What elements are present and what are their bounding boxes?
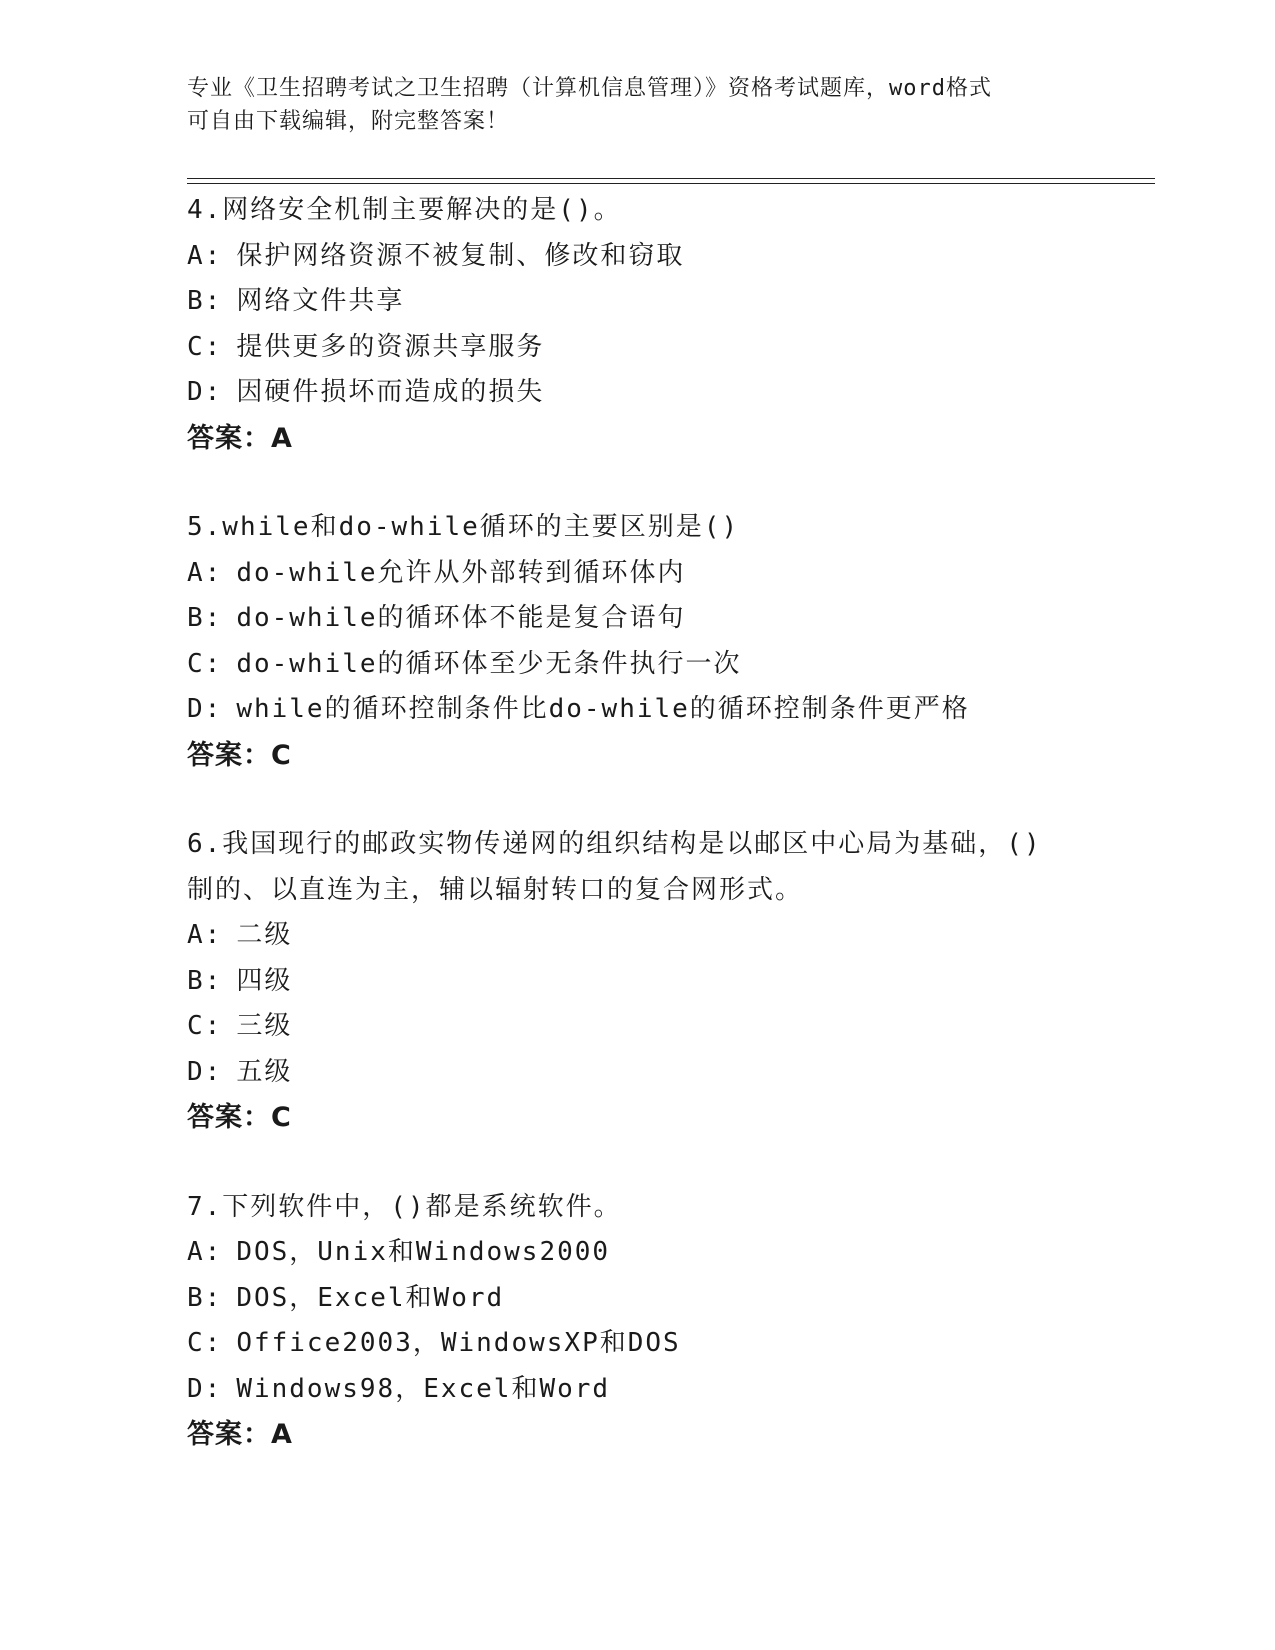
question-5 bbox=[187, 505, 1147, 778]
option-text: 二级 bbox=[236, 920, 293, 950]
option-text: Office2003，WindowsXP和DOS bbox=[236, 1328, 681, 1358]
option-key: D: bbox=[187, 1056, 223, 1087]
option-text: Windows98，Excel和Word bbox=[236, 1373, 611, 1404]
option-key: A: bbox=[187, 240, 223, 271]
question-list bbox=[187, 188, 1147, 1502]
option-key: D: bbox=[187, 1373, 223, 1404]
option-key: C: bbox=[187, 648, 223, 679]
option-c bbox=[187, 642, 1147, 688]
question-6 bbox=[187, 822, 1147, 1141]
answer-line: 答案：A bbox=[187, 1419, 293, 1450]
option-text: 三级 bbox=[236, 1011, 293, 1041]
option-text: do-while的循环体至少无条件执行一次 bbox=[236, 648, 742, 679]
option-text: 保护网络资源不被复制、修改和窃取 bbox=[236, 240, 685, 271]
option-text: 网络文件共享 bbox=[236, 286, 405, 316]
answer-line: 答案：C bbox=[187, 739, 292, 771]
option-key: C: bbox=[187, 331, 223, 362]
option-c bbox=[187, 325, 1147, 371]
question-4 bbox=[187, 188, 1147, 461]
option-a bbox=[187, 913, 1147, 959]
option-a bbox=[187, 234, 1147, 280]
option-text: DOS，Unix和Windows2000 bbox=[236, 1237, 611, 1267]
header-line-2: 可自由下载编辑，附完整答案！ bbox=[187, 109, 510, 134]
document-header bbox=[187, 72, 1067, 138]
option-key: B: bbox=[187, 1282, 223, 1313]
option-a bbox=[187, 551, 1147, 597]
option-key: A: bbox=[187, 557, 223, 588]
header-divider-top bbox=[187, 178, 1155, 179]
option-d bbox=[187, 1050, 1147, 1096]
option-c bbox=[187, 1004, 1147, 1050]
option-key: A: bbox=[187, 920, 223, 950]
option-text: do-while允许从外部转到循环体内 bbox=[236, 557, 686, 588]
option-d bbox=[187, 687, 1147, 733]
option-key: A: bbox=[187, 1237, 223, 1267]
option-key: B: bbox=[187, 965, 223, 996]
option-text: 五级 bbox=[236, 1056, 293, 1087]
option-text: while的循环控制条件比do-while的循环控制条件更严格 bbox=[236, 694, 970, 724]
question-stem: 4.网络安全机制主要解决的是()。 bbox=[187, 195, 622, 225]
option-text: 四级 bbox=[236, 965, 293, 996]
option-key: D: bbox=[187, 377, 223, 407]
option-key: C: bbox=[187, 1011, 223, 1041]
option-a bbox=[187, 1230, 1147, 1276]
header-line-1: 专业《卫生招聘考试之卫生招聘（计算机信息管理）》资格考试题库，word格式 bbox=[187, 76, 992, 101]
question-7 bbox=[187, 1185, 1147, 1458]
question-stem: 6.我国现行的邮政实物传递网的组织结构是以邮区中心局为基础，() bbox=[187, 829, 1042, 859]
question-stem: 5.while和do-while循环的主要区别是() bbox=[187, 512, 740, 542]
option-text: do-while的循环体不能是复合语句 bbox=[236, 603, 686, 633]
answer-line: 答案：A bbox=[187, 422, 293, 454]
option-text: 因硬件损坏而造成的损失 bbox=[236, 377, 545, 407]
option-text: 提供更多的资源共享服务 bbox=[236, 331, 545, 362]
option-b bbox=[187, 959, 1147, 1005]
option-b bbox=[187, 279, 1147, 325]
option-c bbox=[187, 1321, 1147, 1367]
question-stem-continued: 制的、以直连为主，辅以辐射转口的复合网形式。 bbox=[187, 874, 804, 905]
option-b bbox=[187, 596, 1147, 642]
option-key: D: bbox=[187, 694, 223, 724]
option-text: DOS，Excel和Word bbox=[236, 1282, 505, 1313]
header-divider-bottom bbox=[187, 183, 1155, 184]
question-stem: 7.下列软件中，()都是系统软件。 bbox=[187, 1191, 622, 1222]
answer-line: 答案：C bbox=[187, 1102, 292, 1133]
option-key: C: bbox=[187, 1328, 223, 1358]
option-d bbox=[187, 1367, 1147, 1413]
option-key: B: bbox=[187, 603, 223, 633]
option-b bbox=[187, 1276, 1147, 1322]
option-key: B: bbox=[187, 286, 223, 316]
option-d bbox=[187, 370, 1147, 416]
